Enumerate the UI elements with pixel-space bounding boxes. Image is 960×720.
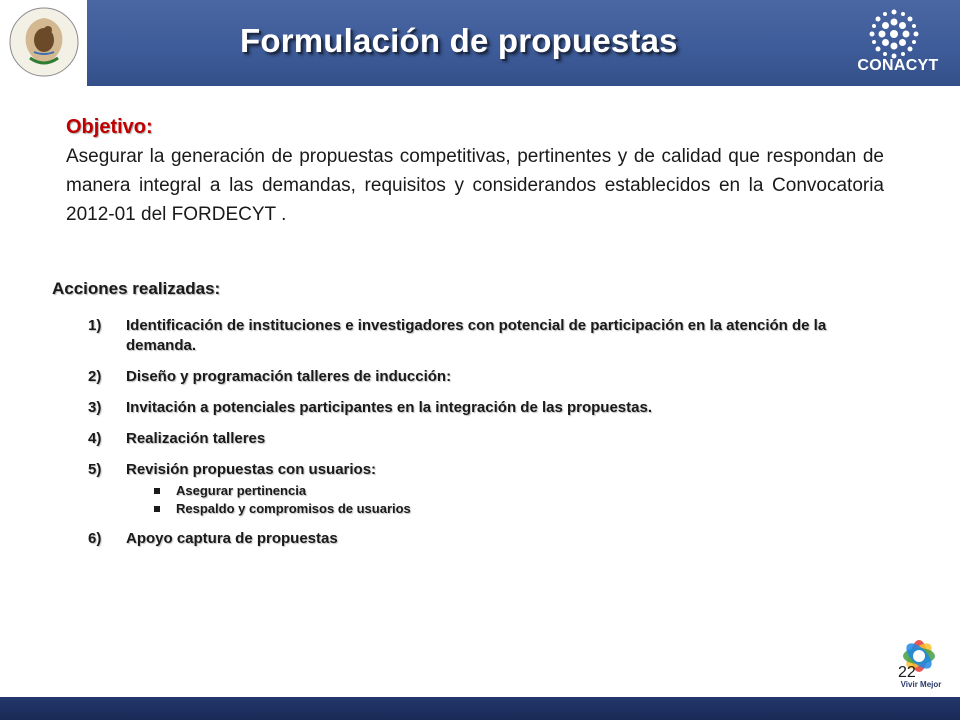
list-item-number: 2) — [88, 368, 102, 385]
sub-list-item-text: Asegurar pertinencia — [176, 483, 307, 498]
sub-list-item — [126, 500, 878, 518]
list-item-number: 5) — [88, 461, 102, 478]
sub-list — [126, 482, 878, 518]
objective-label: Objetivo: — [66, 116, 153, 138]
conacyt-logo-icon — [866, 8, 922, 60]
list-item-number: 3) — [88, 399, 102, 416]
list-item-text: Invitación a potenciales participantes en la integración de las propuestas. — [126, 399, 652, 416]
sub-list-item — [126, 482, 878, 500]
list-item-text: Apoyo captura de propuestas — [126, 530, 338, 547]
list-item-number: 6) — [88, 530, 102, 547]
actions-heading: Acciones realizadas: — [52, 279, 221, 298]
vivir-mejor-logo-text: Vivir Mejor — [900, 680, 942, 689]
list-item — [88, 529, 878, 549]
page-title: Formulación de propuestas — [240, 22, 678, 59]
page-number: 22 — [898, 664, 916, 681]
list-item-number: 4) — [88, 430, 102, 447]
sub-list-item-text: Respaldo y compromisos de usuarios — [176, 501, 411, 516]
list-item-number: 1) — [88, 317, 102, 334]
list-item-text: Revisión propuestas con usuarios: — [126, 461, 377, 478]
footer-bar — [0, 697, 960, 720]
objective-text: Asegurar la generación de propuestas competitivas, pertinentes y de calidad que respondan de manera integral a las demandas, requisitos y considerandos establecidos en la Convocatoria 2012-01 del FORDECYT . — [66, 146, 884, 225]
list-item-text: Diseño y programación talleres de inducción: — [126, 368, 452, 385]
list-item — [88, 367, 878, 387]
list-item — [88, 398, 878, 418]
list-item-text: Identificación de instituciones e investigadores con potencial de participación en la atención de la demanda. — [126, 317, 827, 354]
list-item — [88, 460, 878, 518]
actions-list — [88, 316, 878, 560]
list-item — [88, 316, 878, 356]
list-item-text: Realización talleres — [126, 430, 266, 447]
square-bullet-icon — [154, 506, 160, 512]
header — [0, 0, 960, 86]
mexican-seal-logo — [8, 6, 80, 78]
square-bullet-icon — [154, 488, 160, 494]
list-item — [88, 429, 878, 449]
list-item-content — [126, 460, 878, 518]
conacyt-logo-text: CONACYT — [857, 57, 939, 74]
